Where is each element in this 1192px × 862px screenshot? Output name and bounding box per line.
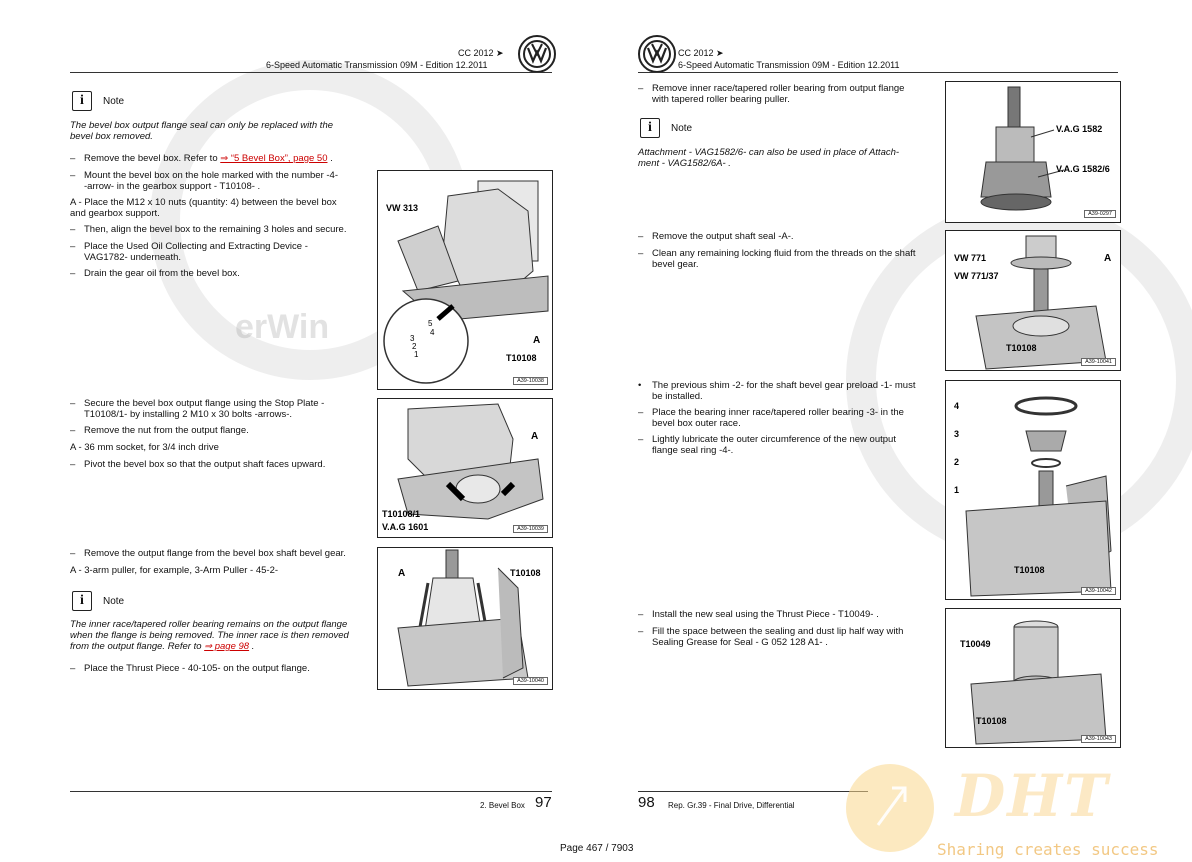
- step-pivot: – Pivot the bevel box so that the output shaft faces upward.: [70, 459, 326, 470]
- figure-stop-plate: [377, 398, 553, 538]
- page-number: 97: [535, 794, 552, 811]
- label-vag1582: V.A.G 1582: [1056, 124, 1103, 134]
- label-t10049: T10049: [960, 639, 991, 649]
- figure-id: A39-0297: [1084, 210, 1116, 218]
- figure-bevel-box-mounted: [377, 170, 553, 390]
- note-label: Note: [103, 595, 125, 607]
- erwin-watermark-text: erWin: [235, 308, 330, 346]
- label-3: 3: [410, 334, 415, 343]
- label-vag1582-6: V.A.G 1582/6: [1056, 164, 1110, 174]
- figure-shaft-seal: [945, 230, 1121, 371]
- figure-id: A39-10040: [513, 677, 548, 685]
- step-previous-shim: • The previous shim -2- for the shaft bevel gear preload -1- must be installed.: [638, 380, 916, 402]
- info-icon: i: [640, 118, 660, 138]
- label-5: 5: [428, 319, 433, 328]
- step-remove-bevel-box: – Remove the bevel box. Refer to ⇒ “5 Bevel Box”, page 50 .: [70, 153, 333, 164]
- footer-rule: [638, 791, 868, 792]
- label-a: A: [531, 431, 539, 442]
- step-mount-bevel-box: – Mount the bevel box on the hole marked with the number -4- -arrow- in the gearbox support - T10108- .: [70, 170, 339, 192]
- dht-slogan: Sharing creates success: [937, 840, 1159, 859]
- label-t10108: T10108: [1006, 343, 1037, 353]
- step-place-device: – Place the Used Oil Collecting and Extracting Device - VAG1782- underneath.: [70, 241, 308, 263]
- step-clean-threads: – Clean any remaining locking fluid from the threads on the shaft bevel gear.: [638, 248, 916, 270]
- label-a: A: [398, 568, 406, 579]
- label-t10108-1: T10108/1: [382, 509, 421, 519]
- link-bevel-box[interactable]: ⇒ “5 Bevel Box”, page 50: [220, 153, 328, 164]
- step-secure-flange: – Secure the bevel box output flange using the Stop Plate - T10108/1- by installing 2 M10 x 30 bolts -arrows-.: [70, 398, 325, 420]
- label-t10108: T10108: [510, 568, 541, 578]
- label-1: 1: [954, 485, 960, 495]
- figure-id: A39-10041: [1081, 358, 1116, 366]
- label-t10108: T10108: [506, 353, 537, 363]
- label-vw771: VW 771: [954, 253, 987, 263]
- step-place-bearing: – Place the bearing inner race/tapered roller bearing -3- in the bevel box outer race.: [638, 407, 904, 429]
- step-align: – Then, align the bevel box to the remaining 3 holes and secure.: [70, 224, 347, 235]
- dht-brand: DHT: [955, 762, 1110, 830]
- page-number: 98: [638, 794, 655, 811]
- item-a-puller: A - 3-arm puller, for example, 3-Arm Puller - 45-2-: [70, 565, 279, 576]
- step-install-seal: – Install the new seal using the Thrust Piece - T10049- .: [638, 609, 879, 620]
- header-rule: [70, 72, 552, 73]
- info-icon: i: [72, 91, 92, 111]
- figure-id: A39-10038: [513, 377, 548, 385]
- label-1: 1: [414, 350, 419, 359]
- label-t10108: T10108: [976, 716, 1007, 726]
- step-place-thrust-piece: – Place the Thrust Piece - 40-105- on the output flange.: [70, 663, 310, 674]
- label-2: 2: [412, 342, 417, 351]
- label-2: 2: [954, 457, 960, 467]
- item-a-nuts: A - Place the M12 x 10 nuts (quantity: 4) between the bevel box and gearbox support.: [70, 197, 337, 219]
- figure-id: A39-10043: [1081, 735, 1116, 743]
- label-vw771-37: VW 771/37: [954, 271, 999, 281]
- vw-logo-icon: [638, 35, 676, 73]
- label-vw313: VW 313: [386, 203, 419, 213]
- header-title: 6-Speed Automatic Transmission 09M - Edition 12.2011: [678, 60, 900, 70]
- header-model: CC 2012 ➤: [458, 48, 504, 58]
- label-4: 4: [954, 401, 960, 411]
- footer-section: Rep. Gr.39 - Final Drive, Differential: [668, 801, 795, 810]
- footer-rule: [70, 791, 552, 792]
- figure-id: A39-10039: [513, 525, 548, 533]
- step-remove-nut: – Remove the nut from the output flange.: [70, 425, 249, 436]
- label-3: 3: [954, 429, 960, 439]
- step-remove-shaft-seal: – Remove the output shaft seal -A-.: [638, 231, 794, 242]
- note-left-2: [72, 591, 124, 611]
- header-title: 6-Speed Automatic Transmission 09M - Edition 12.2011: [266, 60, 488, 70]
- step-drain-oil: – Drain the gear oil from the bevel box.: [70, 268, 240, 279]
- link-page-98[interactable]: ⇒ page 98: [204, 641, 250, 652]
- label-a: A: [1104, 253, 1112, 264]
- figure-shim-assembly: [945, 380, 1121, 600]
- vw-logo-icon: [518, 35, 556, 73]
- arrow-icon: [870, 780, 915, 830]
- step-fill-grease: – Fill the space between the sealing and dust lip half way with Sealing Grease for Seal - G 052 128 A1- .: [638, 626, 904, 648]
- note-text: The inner race/tapered roller bearing remains on the output flange when the flange is being removed. The inner race is then removed from the output flange. Refer to ⇒ page 98 .: [70, 619, 349, 652]
- figure-thrust-piece: [945, 608, 1121, 748]
- header-model: CC 2012 ➤: [678, 48, 724, 58]
- note-label: Note: [103, 95, 125, 107]
- label-t10108: T10108: [1014, 565, 1045, 575]
- note-text: The bevel box output flange seal can only be replaced with the bevel box removed.: [70, 120, 334, 142]
- figure-puller: [377, 547, 553, 690]
- step-remove-inner-race: – Remove inner race/tapered roller bearing from output flange with tapered roller bearing puller.: [638, 83, 905, 105]
- right-page: [596, 0, 1192, 862]
- figure-bearing-puller: [945, 81, 1121, 223]
- label-4: 4: [430, 328, 435, 337]
- figure-id: A39-10042: [1081, 587, 1116, 595]
- label-vag1601: V.A.G 1601: [382, 522, 429, 532]
- step-lubricate: – Lightly lubricate the outer circumference of the new output flange seal ring -4-.: [638, 434, 896, 456]
- info-icon: i: [72, 591, 92, 611]
- note-right-1: [640, 118, 692, 138]
- item-a-socket: A - 36 mm socket, for 3/4 inch drive: [70, 442, 219, 453]
- note-left-1: [72, 91, 124, 111]
- header-rule: [638, 72, 1118, 73]
- label-a: A: [533, 335, 541, 346]
- footer-section: 2. Bevel Box: [480, 801, 525, 810]
- note-label: Note: [671, 122, 693, 134]
- note-text: Attachment - VAG1582/6- can also be used in place of Attach- ment - VAG1582/6A- .: [638, 147, 900, 169]
- step-remove-output-flange: – Remove the output flange from the bevel box shaft bevel gear.: [70, 548, 346, 559]
- page-counter: Page 467 / 7903: [560, 843, 634, 854]
